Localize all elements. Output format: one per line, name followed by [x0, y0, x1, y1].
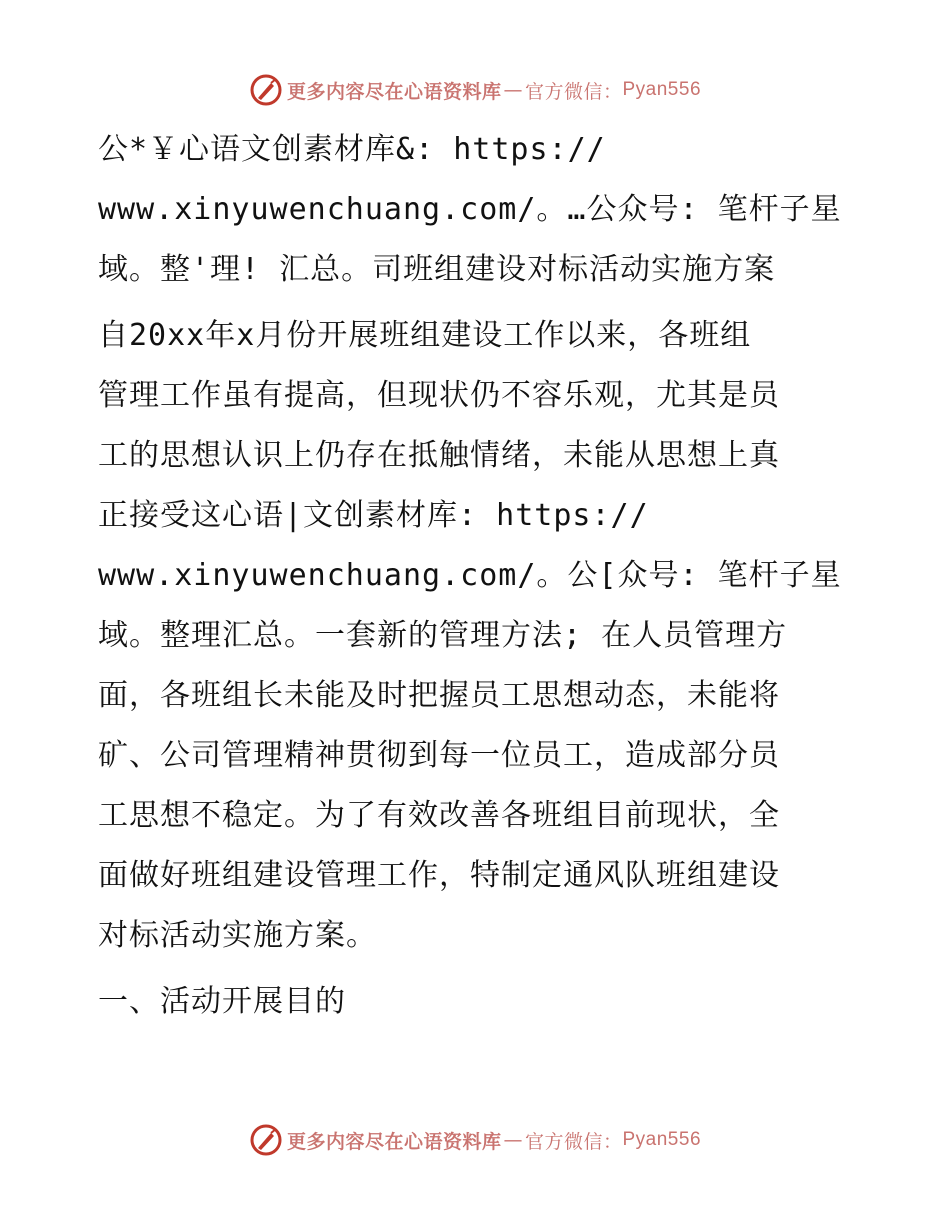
header-banner [0, 70, 950, 110]
text-line: 域。整'理! 汇总。司班组建设对标活动实施方案 [98, 252, 776, 287]
quill-logo-icon [249, 1123, 283, 1157]
banner-wechat-id: Pyan556 [622, 79, 702, 100]
banner-dash: — [503, 1129, 523, 1151]
text-line: 自20xx年x月份开展班组建设工作以来，各班组 [98, 318, 752, 353]
text-line: 正接受这心语|文创素材库: https:// [98, 498, 649, 533]
heading-line: 一、活动开展目的 [98, 984, 346, 1019]
banner-wechat-id: Pyan556 [622, 1129, 702, 1150]
text-line: www.xinyuwenchuang.com/。…公众号: 笔杆子星 [98, 192, 842, 227]
banner-text: 更多内容尽在心语资料库 [286, 80, 502, 103]
section-heading [98, 972, 858, 1032]
text-line: 工的思想认识上仍存在抵触情绪，未能从思想上真 [98, 438, 780, 473]
quill-logo-icon [249, 73, 283, 107]
paragraph-intro [98, 120, 858, 300]
banner-dash: — [503, 79, 523, 101]
text-line: 矿、公司管理精神贯彻到每一位员工，造成部分员 [98, 738, 780, 773]
text-line: 域。整理汇总。一套新的管理方法; 在人员管理方 [98, 618, 788, 653]
text-line: 对标活动实施方案。 [98, 918, 377, 953]
text-line: 公*￥心语文创素材库&: https:// [98, 132, 606, 167]
paragraph-body [98, 306, 858, 966]
text-line: www.xinyuwenchuang.com/。公[众号: 笔杆子星 [98, 558, 842, 593]
text-line: 管理工作虽有提高，但现状仍不容乐观，尤其是员 [98, 378, 780, 413]
footer-banner [0, 1120, 950, 1160]
banner-wechat-label: 官方微信： [524, 1130, 623, 1153]
banner-text: 更多内容尽在心语资料库 [286, 1130, 502, 1153]
banner-wechat-label: 官方微信： [524, 80, 623, 103]
document-body [98, 120, 858, 1032]
text-line: 面，各班组长未能及时把握员工思想动态，未能将 [98, 678, 780, 713]
text-line: 工思想不稳定。为了有效改善各班组目前现状，全 [98, 798, 780, 833]
text-line: 面做好班组建设管理工作，特制定通风队班组建设 [98, 858, 780, 893]
